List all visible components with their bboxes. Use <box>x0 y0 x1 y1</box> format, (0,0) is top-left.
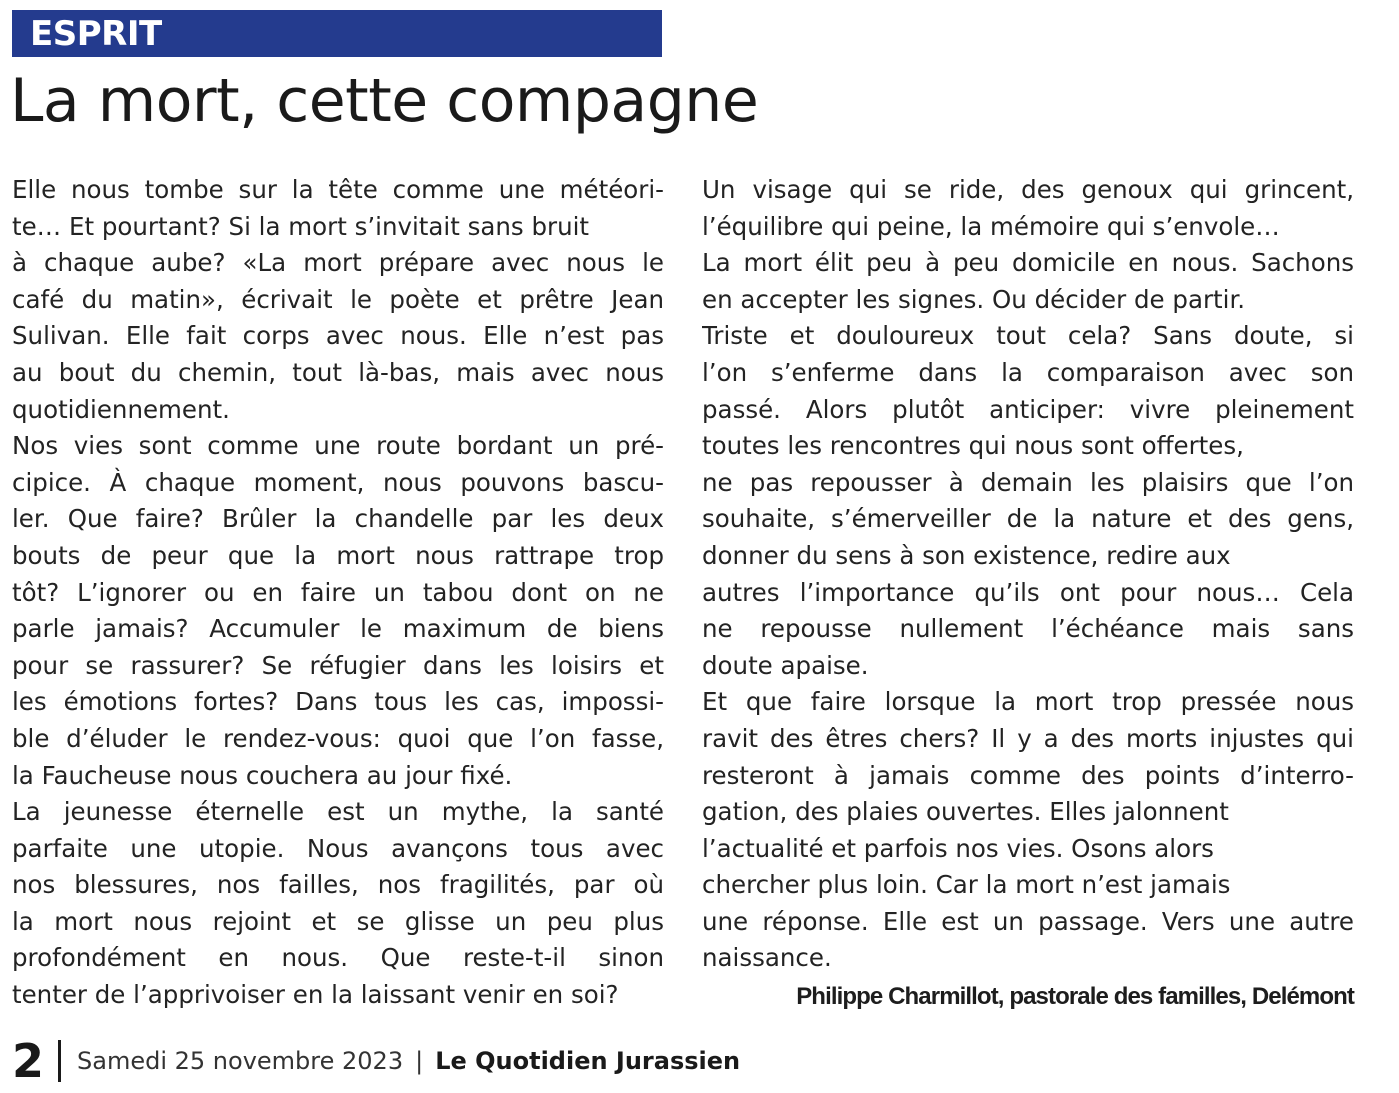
body-text-line: café du matin», écrivait le poète et prêtre Jean <box>12 284 664 314</box>
body-text-line: parle jamais? Accumuler le maximum de biens <box>12 614 664 644</box>
section-rubric-label: ESPRIT <box>30 13 162 54</box>
footer-divider <box>58 1040 61 1082</box>
body-text-line: te… Et pourtant? Si la mort s’invitait sans bruit <box>12 211 590 241</box>
body-text-line: ne pas repousser à demain les plaisirs que l’on <box>702 467 1354 497</box>
body-text-line: quotidiennement. <box>12 394 230 424</box>
body-text-line: Un visage qui se ride, des genoux qui grincent, <box>702 175 1354 204</box>
body-text-line: bouts de peur que la mort nous rattrape trop <box>12 540 664 570</box>
body-text-line: à chaque aube? «La mort prépare avec nous le <box>12 248 664 278</box>
body-text-line: profondément en nous. Que reste-t-il sinon <box>12 943 664 973</box>
body-text-line: chercher plus loin. Car la mort n’est jamais <box>702 870 1231 900</box>
body-text-line: cipice. À chaque moment, nous pouvons bascu- <box>12 467 664 497</box>
body-text-line: passé. Alors plutôt anticiper: vivre pleinement <box>702 394 1354 424</box>
body-text-line: naissance. <box>702 943 832 973</box>
body-text-line: ler. Que faire? Brûler la chandelle par les deux <box>12 504 664 534</box>
publication-date: Samedi 25 novembre 2023 <box>77 1047 404 1075</box>
body-text-line: au bout du chemin, tout là-bas, mais avec nous <box>12 357 664 387</box>
body-text-line: la Faucheuse nous couchera au jour fixé. <box>12 760 513 790</box>
article-title: La mort, cette compagne <box>10 66 759 136</box>
page-number: 2 <box>12 1034 45 1088</box>
article-signature: Philippe Charmillot, pastorale des familles, Delémont <box>796 983 1354 1010</box>
body-text-line: ble d’éluder le rendez-vous: quoi que l’on fasse, <box>12 723 664 753</box>
article-column-right <box>702 172 1354 977</box>
body-text-line: donner du sens à son existence, redire aux <box>702 540 1231 570</box>
section-rubric-banner <box>12 10 662 57</box>
body-text-line: parfaite une utopie. Nous avançons tous avec <box>12 833 664 863</box>
body-text-line: pour se rassurer? Se réfugier dans les loisirs et <box>12 650 664 680</box>
footer-separator: | <box>415 1047 424 1075</box>
body-text-line: toutes les rencontres qui nous sont offertes, <box>702 431 1244 461</box>
body-text-line: les émotions fortes? Dans tous les cas, impossi- <box>12 687 664 717</box>
body-text-line: l’on s’enferme dans la comparaison avec son <box>702 357 1354 387</box>
body-text-line: la mort nous rejoint et se glisse un peu plus <box>12 906 664 936</box>
body-text-line: Triste et douloureux tout cela? Sans doute, si <box>702 321 1354 351</box>
body-text-line: l’équilibre qui peine, la mémoire qui s’envole… <box>702 211 1280 241</box>
body-text-line: ravit des êtres chers? Il y a des morts injustes qui <box>702 723 1354 753</box>
body-text-line: en accepter les signes. Ou décider de partir. <box>702 284 1246 314</box>
body-text-line: souhaite, s’émerveiller de la nature et des gens, <box>702 504 1354 534</box>
body-text-line: Sulivan. Elle fait corps avec nous. Elle n’est pas <box>12 321 664 351</box>
body-text-line: une réponse. Elle est un passage. Vers une autre <box>702 906 1354 936</box>
body-text-line: nos blessures, nos failles, nos fragilités, par où <box>12 870 664 900</box>
body-text-line: Et que faire lorsque la mort trop pressée nous <box>702 687 1354 717</box>
body-text-line: autres l’importance qu’ils ont pour nous… Cela <box>702 577 1354 607</box>
body-text-line: l’actualité et parfois nos vies. Osons alors <box>702 833 1214 863</box>
body-text-line: La mort élit peu à peu domicile en nous. Sachons <box>702 248 1354 278</box>
body-text-line: tôt? L’ignorer ou en faire un tabou dont on ne <box>12 577 664 607</box>
publication-name: Le Quotidien Jurassien <box>435 1047 741 1075</box>
body-text-line: La jeunesse éternelle est un mythe, la santé <box>12 797 664 827</box>
article-column-left <box>12 172 664 1014</box>
page-footer <box>12 1034 741 1088</box>
body-text-line: ne repousse nullement l’échéance mais sans <box>702 614 1354 644</box>
body-text-line: Nos vies sont comme une route bordant un pré- <box>12 431 664 461</box>
body-text-line: tenter de l’apprivoiser en la laissant venir en soi? <box>12 980 619 1010</box>
body-text-line: resteront à jamais comme des points d’interro- <box>702 760 1354 790</box>
body-text-line: doute apaise. <box>702 650 869 680</box>
body-text-line: Elle nous tombe sur la tête comme une météori- <box>12 175 664 204</box>
body-text-line: gation, des plaies ouvertes. Elles jalonnent <box>702 797 1229 827</box>
